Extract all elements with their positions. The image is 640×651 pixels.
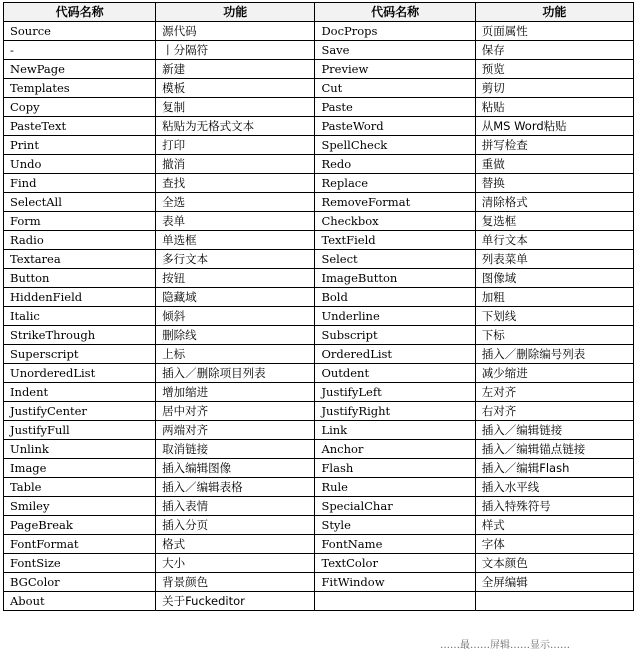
code-name-cell: Button bbox=[4, 269, 156, 288]
function-cell: 从MS Word粘贴 bbox=[475, 117, 633, 136]
code-name-cell: FontFormat bbox=[4, 535, 156, 554]
function-cell: 大小 bbox=[156, 554, 315, 573]
code-name-cell: FitWindow bbox=[315, 573, 475, 592]
function-cell: 下标 bbox=[475, 326, 633, 345]
code-name-cell: DocProps bbox=[315, 22, 475, 41]
function-cell: 插入／删除项目列表 bbox=[156, 364, 315, 383]
function-cell: 插入／编辑表格 bbox=[156, 478, 315, 497]
code-name-cell: Print bbox=[4, 136, 156, 155]
table-row bbox=[4, 573, 634, 592]
function-cell: 全选 bbox=[156, 193, 315, 212]
function-cell: 插入水平线 bbox=[475, 478, 633, 497]
code-name-cell: Replace bbox=[315, 174, 475, 193]
function-cell: 新建 bbox=[156, 60, 315, 79]
code-name-cell: Bold bbox=[315, 288, 475, 307]
table-row bbox=[4, 41, 634, 60]
table-row bbox=[4, 440, 634, 459]
function-cell: 插入分页 bbox=[156, 516, 315, 535]
function-cell: 样式 bbox=[475, 516, 633, 535]
function-cell: 图像域 bbox=[475, 269, 633, 288]
cutoff-text: ……最……屏辑……显示…… bbox=[440, 640, 570, 651]
code-name-cell: Flash bbox=[315, 459, 475, 478]
code-name-cell: OrderedList bbox=[315, 345, 475, 364]
function-cell: 粘贴为无格式文本 bbox=[156, 117, 315, 136]
code-name-cell: JustifyRight bbox=[315, 402, 475, 421]
code-name-cell: Outdent bbox=[315, 364, 475, 383]
function-cell: 上标 bbox=[156, 345, 315, 364]
function-cell: 插入／删除编号列表 bbox=[475, 345, 633, 364]
function-cell: 居中对齐 bbox=[156, 402, 315, 421]
code-name-cell: Templates bbox=[4, 79, 156, 98]
function-cell: 倾斜 bbox=[156, 307, 315, 326]
table-row bbox=[4, 516, 634, 535]
code-name-cell: Paste bbox=[315, 98, 475, 117]
table-row bbox=[4, 459, 634, 478]
function-cell: 多行文本 bbox=[156, 250, 315, 269]
code-name-cell: Source bbox=[4, 22, 156, 41]
table-row bbox=[4, 155, 634, 174]
table-row bbox=[4, 98, 634, 117]
code-name-cell: HiddenField bbox=[4, 288, 156, 307]
code-name-cell: Superscript bbox=[4, 345, 156, 364]
code-name-cell: Smiley bbox=[4, 497, 156, 516]
table-row bbox=[4, 136, 634, 155]
code-name-cell: TextField bbox=[315, 231, 475, 250]
header-row bbox=[4, 3, 634, 22]
code-name-cell: Underline bbox=[315, 307, 475, 326]
code-name-cell: BGColor bbox=[4, 573, 156, 592]
function-cell: 清除格式 bbox=[475, 193, 633, 212]
code-name-cell: Form bbox=[4, 212, 156, 231]
function-cell: 插入特殊符号 bbox=[475, 497, 633, 516]
table-row bbox=[4, 497, 634, 516]
function-cell: 下划线 bbox=[475, 307, 633, 326]
function-cell: 保存 bbox=[475, 41, 633, 60]
code-name-cell: FontSize bbox=[4, 554, 156, 573]
code-name-cell: PageBreak bbox=[4, 516, 156, 535]
table-body bbox=[4, 22, 634, 611]
code-name-cell: PasteWord bbox=[315, 117, 475, 136]
table-row bbox=[4, 383, 634, 402]
function-cell: 格式 bbox=[156, 535, 315, 554]
function-cell: 删除线 bbox=[156, 326, 315, 345]
function-cell: 撤消 bbox=[156, 155, 315, 174]
function-cell: 单选框 bbox=[156, 231, 315, 250]
code-name-cell: Cut bbox=[315, 79, 475, 98]
code-name-cell: TextColor bbox=[315, 554, 475, 573]
code-name-cell: Image bbox=[4, 459, 156, 478]
table-row bbox=[4, 288, 634, 307]
function-cell: 单行文本 bbox=[475, 231, 633, 250]
function-cell: 页面属性 bbox=[475, 22, 633, 41]
code-name-cell: Select bbox=[315, 250, 475, 269]
table-row bbox=[4, 269, 634, 288]
code-name-cell: Preview bbox=[315, 60, 475, 79]
code-name-cell bbox=[315, 592, 475, 611]
code-name-cell: ImageButton bbox=[315, 269, 475, 288]
function-cell: 文本颜色 bbox=[475, 554, 633, 573]
function-cell: 按钮 bbox=[156, 269, 315, 288]
function-cell: 预览 bbox=[475, 60, 633, 79]
table-row bbox=[4, 364, 634, 383]
function-cell: 增加缩进 bbox=[156, 383, 315, 402]
function-cell: 两端对齐 bbox=[156, 421, 315, 440]
table-row bbox=[4, 421, 634, 440]
function-cell: 插入／编辑链接 bbox=[475, 421, 633, 440]
table-row bbox=[4, 212, 634, 231]
code-name-cell: Undo bbox=[4, 155, 156, 174]
code-name-cell: UnorderedList bbox=[4, 364, 156, 383]
code-name-cell: JustifyFull bbox=[4, 421, 156, 440]
code-name-cell: FontName bbox=[315, 535, 475, 554]
code-name-cell: SpecialChar bbox=[315, 497, 475, 516]
table-row bbox=[4, 307, 634, 326]
code-name-cell: Rule bbox=[315, 478, 475, 497]
table-row bbox=[4, 60, 634, 79]
table-row bbox=[4, 535, 634, 554]
table-row bbox=[4, 326, 634, 345]
function-cell: 插入／编辑锚点链接 bbox=[475, 440, 633, 459]
function-cell: 插入编辑图像 bbox=[156, 459, 315, 478]
table-row bbox=[4, 478, 634, 497]
code-name-cell: Checkbox bbox=[315, 212, 475, 231]
table-row bbox=[4, 22, 634, 41]
table-row bbox=[4, 554, 634, 573]
function-cell: 全屏编辑 bbox=[475, 573, 633, 592]
function-cell: 剪切 bbox=[475, 79, 633, 98]
header-code-name-2: 代码名称 bbox=[315, 3, 475, 22]
code-name-cell: Subscript bbox=[315, 326, 475, 345]
code-name-cell: PasteText bbox=[4, 117, 156, 136]
function-cell: 取消链接 bbox=[156, 440, 315, 459]
function-cell: 减少缩进 bbox=[475, 364, 633, 383]
code-name-cell: Link bbox=[315, 421, 475, 440]
code-name-cell: JustifyCenter bbox=[4, 402, 156, 421]
code-name-cell: Style bbox=[315, 516, 475, 535]
code-name-cell: Redo bbox=[315, 155, 475, 174]
function-cell: 背景颜色 bbox=[156, 573, 315, 592]
function-cell: 左对齐 bbox=[475, 383, 633, 402]
function-cell: 插入／编辑Flash bbox=[475, 459, 633, 478]
code-name-cell: NewPage bbox=[4, 60, 156, 79]
function-cell: 字体 bbox=[475, 535, 633, 554]
function-cell: 隐藏域 bbox=[156, 288, 315, 307]
code-name-cell: JustifyLeft bbox=[315, 383, 475, 402]
code-name-cell: Textarea bbox=[4, 250, 156, 269]
code-name-cell: About bbox=[4, 592, 156, 611]
code-name-cell: Save bbox=[315, 41, 475, 60]
code-name-cell: Anchor bbox=[315, 440, 475, 459]
table-row bbox=[4, 117, 634, 136]
code-name-cell: Indent bbox=[4, 383, 156, 402]
table-row bbox=[4, 592, 634, 611]
function-cell: 加粗 bbox=[475, 288, 633, 307]
code-name-cell: - bbox=[4, 41, 156, 60]
table-row bbox=[4, 345, 634, 364]
function-cell: 丨分隔符 bbox=[156, 41, 315, 60]
table-row bbox=[4, 250, 634, 269]
code-function-table bbox=[3, 2, 634, 611]
function-cell: 列表菜单 bbox=[475, 250, 633, 269]
function-cell: 复选框 bbox=[475, 212, 633, 231]
function-cell: 重做 bbox=[475, 155, 633, 174]
function-cell bbox=[475, 592, 633, 611]
table-row bbox=[4, 79, 634, 98]
header-function-1: 功能 bbox=[156, 3, 315, 22]
function-cell: 关于Fuckeditor bbox=[156, 592, 315, 611]
code-name-cell: Radio bbox=[4, 231, 156, 250]
function-cell: 替换 bbox=[475, 174, 633, 193]
function-cell: 源代码 bbox=[156, 22, 315, 41]
function-cell: 右对齐 bbox=[475, 402, 633, 421]
code-name-cell: StrikeThrough bbox=[4, 326, 156, 345]
code-name-cell: Find bbox=[4, 174, 156, 193]
table-row bbox=[4, 193, 634, 212]
function-cell: 拼写检查 bbox=[475, 136, 633, 155]
code-name-cell: Copy bbox=[4, 98, 156, 117]
table-row bbox=[4, 231, 634, 250]
table-row bbox=[4, 174, 634, 193]
code-name-cell: Unlink bbox=[4, 440, 156, 459]
function-cell: 复制 bbox=[156, 98, 315, 117]
code-name-cell: SelectAll bbox=[4, 193, 156, 212]
code-name-cell: RemoveFormat bbox=[315, 193, 475, 212]
function-cell: 模板 bbox=[156, 79, 315, 98]
function-cell: 表单 bbox=[156, 212, 315, 231]
function-cell: 打印 bbox=[156, 136, 315, 155]
code-name-cell: Table bbox=[4, 478, 156, 497]
header-code-name-1: 代码名称 bbox=[4, 3, 156, 22]
code-name-cell: SpellCheck bbox=[315, 136, 475, 155]
header-function-2: 功能 bbox=[475, 3, 633, 22]
table-row bbox=[4, 402, 634, 421]
function-cell: 查找 bbox=[156, 174, 315, 193]
function-cell: 插入表情 bbox=[156, 497, 315, 516]
code-name-cell: Italic bbox=[4, 307, 156, 326]
function-cell: 粘贴 bbox=[475, 98, 633, 117]
